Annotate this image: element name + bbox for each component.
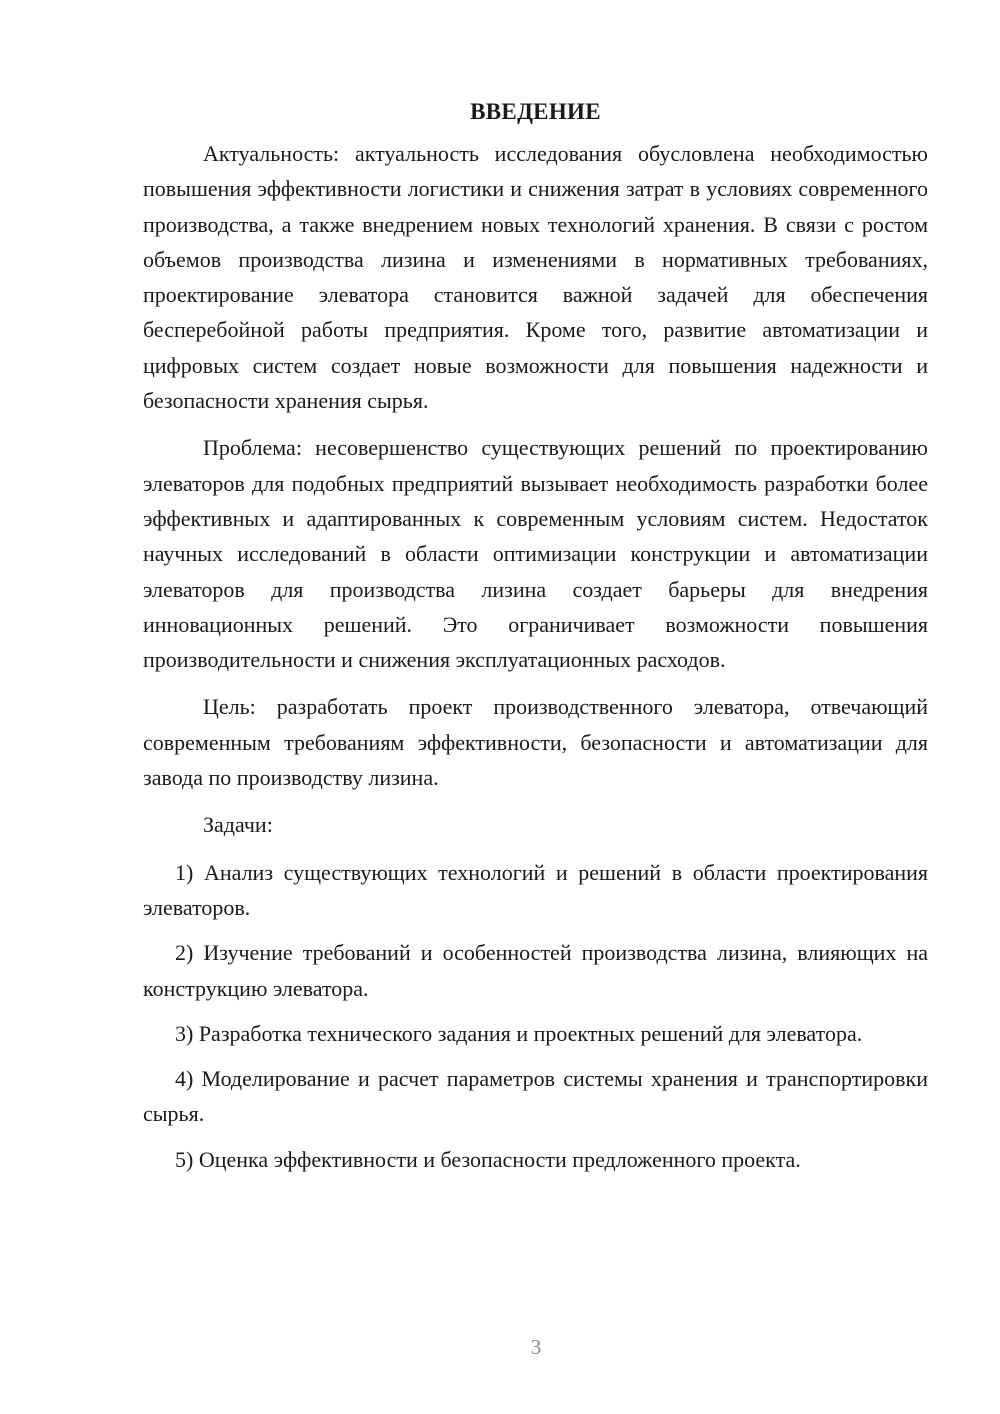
document-body [143,94,928,1177]
task-item-5: 5) Оценка эффективности и безопасности предложенного проекта. [175,1146,801,1172]
tasks-heading: Задачи: [203,812,273,838]
task-item-3: 3) Разработка технического задания и проектных решений для элеватора. [175,1020,863,1046]
task-item-1: 1) Анализ существующих технологий и решений в области проектирования элеваторов. [143,859,928,920]
task-item-2: 2) Изучение требований и особенностей производства лизина, влияющих на конструкцию элеватора. [143,940,928,1001]
task-item-4: 4) Моделирование и расчет параметров системы хранения и транспортировки сырья. [143,1066,928,1127]
section-title: ВВЕДЕНИЕ [470,99,601,124]
paragraph-problem: Проблема: несовершенство существующих решений по проектированию элеваторов для подобных предприятий вызывает необходимость разработки более эффективных и адаптированных к современным условиям систем. Недостаток научных исследований в области оптимизации конструкции и автоматизации элеваторов для производства лизина создает барьеры для внедрения инновационных решений. Это ограничивает возможности повышения производительности и снижения эксплуатационных расходов. [143,435,928,673]
page-number: 3 [530,1335,542,1359]
paragraph-goal: Цель: разработать проект производственного элеватора, отвечающий современным требованиям эффективности, безопасности и автоматизации для завода по производству лизина. [143,694,928,791]
paragraph-relevance: Актуальность: актуальность исследования обусловлена необходимостью повышения эффективности логистики и снижения затрат в условиях современного производства, а также внедрением новых технологий хранения. В связи с ростом объемов производства лизина и изменениями в нормативных требованиях, проектирование элеватора становится важной задачей для обеспечения бесперебойной работы предприятия. Кроме того, развитие автоматизации и цифровых систем создает новые возможности для повышения надежности и безопасности хранения сырья. [143,141,928,414]
